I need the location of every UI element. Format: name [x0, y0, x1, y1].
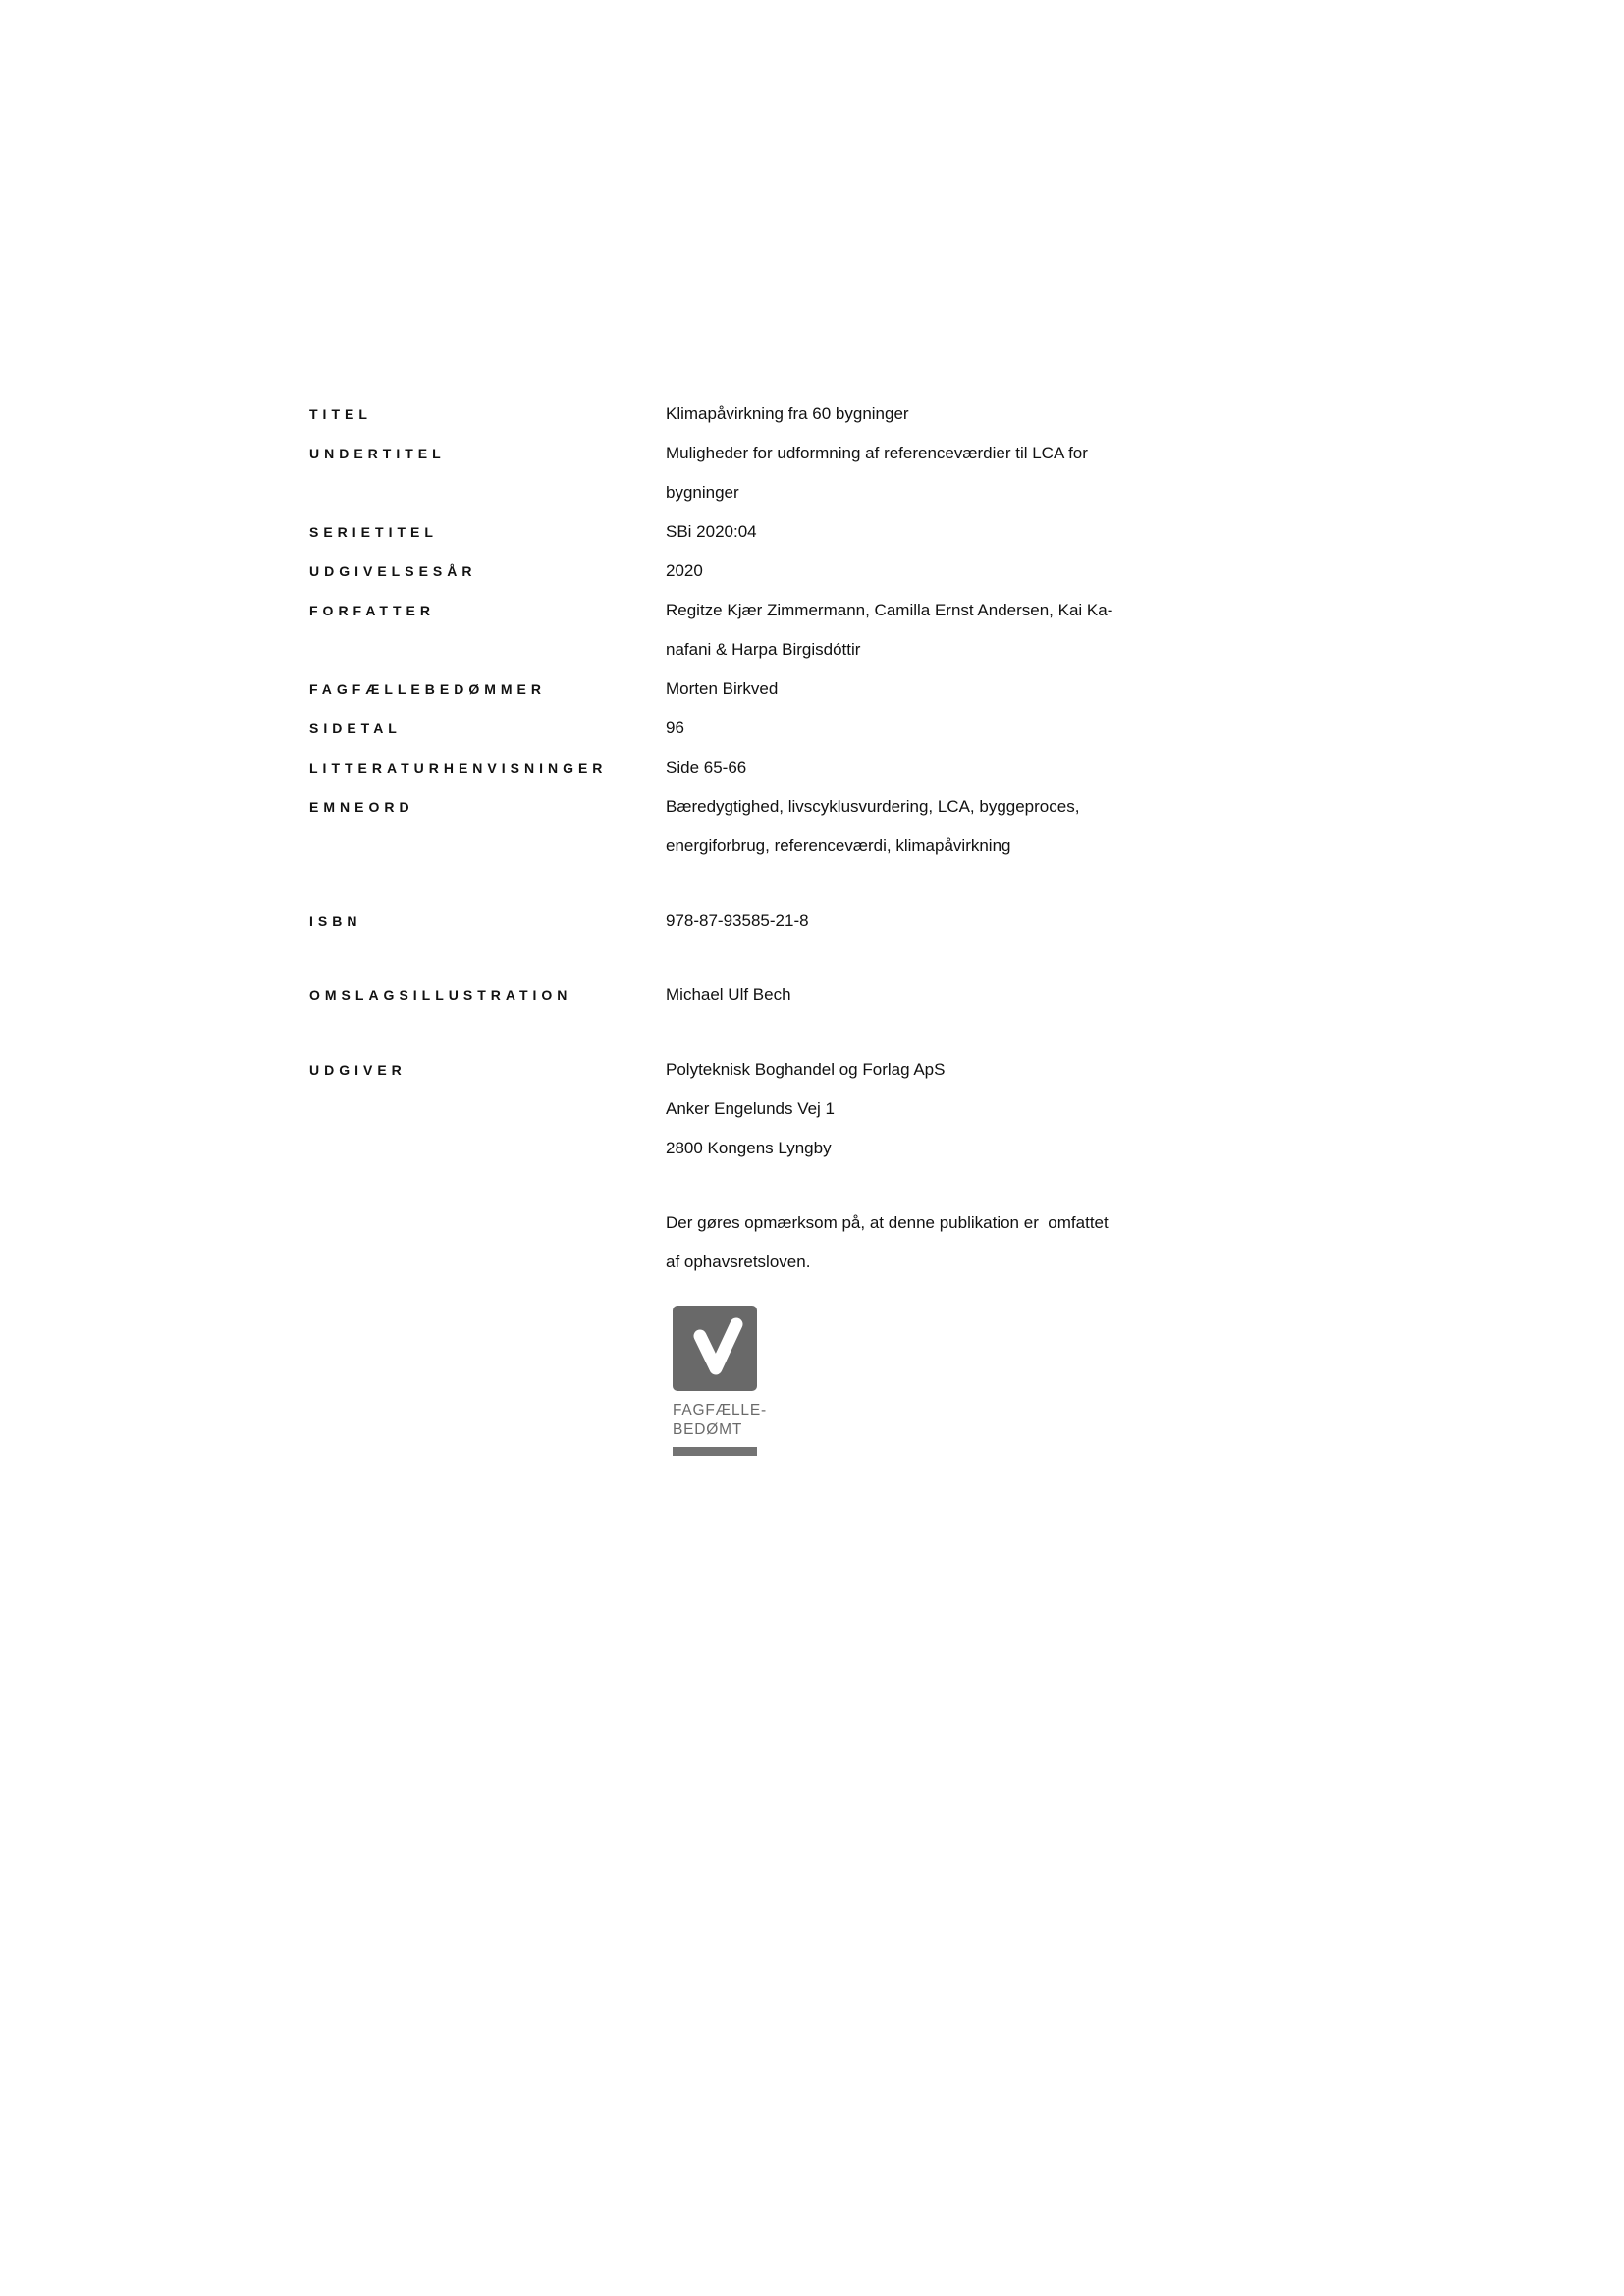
field-value [666, 787, 1389, 866]
field-value-line: Side 65-66 [666, 758, 747, 776]
field-value [666, 669, 1389, 709]
peer-review-label [673, 1401, 790, 1440]
field-value-line: Muligheder for udformning af referenceværdier til LCA for [666, 444, 1088, 462]
field-value-line: nafani & Harpa Birgisdóttir [666, 640, 861, 659]
field-label: EMNEORD [309, 799, 414, 815]
field-value-line: 978-87-93585-21-8 [666, 911, 809, 930]
field-value [666, 591, 1389, 669]
colophon-row [309, 787, 1389, 866]
field-value [666, 434, 1389, 512]
field-value-line: bygninger [666, 483, 739, 502]
field-value-line: Morten Birkved [666, 679, 779, 698]
field-value-line: Michael Ulf Bech [666, 986, 791, 1004]
field-value-line: Klimapåvirkning fra 60 bygninger [666, 404, 909, 423]
field-label: SIDETAL [309, 721, 402, 736]
field-label: FORFATTER [309, 603, 435, 618]
field-value [666, 901, 1389, 940]
field-value [666, 552, 1389, 591]
colophon-row [309, 669, 1389, 709]
peer-review-label-line: FAGFÆLLE- [673, 1402, 767, 1418]
field-value-line: 96 [666, 719, 684, 737]
field-value-line: Bæredygtighed, livscyklusvurdering, LCA, byggeproces, [666, 797, 1080, 816]
colophon-row [309, 709, 1389, 748]
colophon-row [309, 512, 1389, 552]
field-label: TITEL [309, 406, 372, 422]
field-label: UDGIVER [309, 1062, 406, 1078]
field-value-line: SBi 2020:04 [666, 522, 757, 541]
field-label: OMSLAGSILLUSTRATION [309, 988, 572, 1003]
badge-underline-bar [673, 1447, 757, 1456]
field-value-line: Polyteknisk Boghandel og Forlag ApS [666, 1060, 946, 1079]
field-label: ISBN [309, 913, 362, 929]
copyright-notice [666, 1203, 1389, 1282]
field-label: LITTERATURHENVISNINGER [309, 760, 608, 775]
colophon-row [309, 901, 1389, 940]
colophon-row [309, 434, 1389, 512]
colophon-row [309, 748, 1389, 787]
checkmark-icon [673, 1306, 757, 1391]
field-value-line: 2020 [666, 561, 703, 580]
colophon-row [309, 395, 1389, 434]
colophon-table [309, 395, 1389, 1456]
field-value-line: energiforbrug, referenceværdi, klimapåvirkning [666, 836, 1011, 855]
copyright-notice-line: af ophavsretsloven. [666, 1253, 811, 1271]
colophon-row [309, 552, 1389, 591]
field-value [666, 1050, 1389, 1168]
colophon-row [309, 1050, 1389, 1168]
field-value [666, 709, 1389, 748]
field-label: UDGIVELSESÅR [309, 563, 477, 579]
field-label: FAGFÆLLEBEDØMMER [309, 681, 546, 697]
field-value-line: 2800 Kongens Lyngby [666, 1139, 832, 1157]
field-value [666, 395, 1389, 434]
copyright-notice-line: Der gøres opmærksom på, at denne publikation er omfattet [666, 1213, 1109, 1232]
colophon-row [309, 591, 1389, 669]
colophon-row [309, 976, 1389, 1015]
field-value-line: Anker Engelunds Vej 1 [666, 1099, 836, 1118]
field-value [666, 976, 1389, 1015]
field-value-line: Regitze Kjær Zimmermann, Camilla Ernst Andersen, Kai Ka- [666, 601, 1113, 619]
field-value [666, 748, 1389, 787]
field-label: SERIETITEL [309, 524, 438, 540]
peer-review-badge [673, 1306, 790, 1456]
field-label: UNDERTITEL [309, 446, 446, 461]
field-value [666, 512, 1389, 552]
peer-review-label-line: BEDØMT [673, 1421, 743, 1438]
